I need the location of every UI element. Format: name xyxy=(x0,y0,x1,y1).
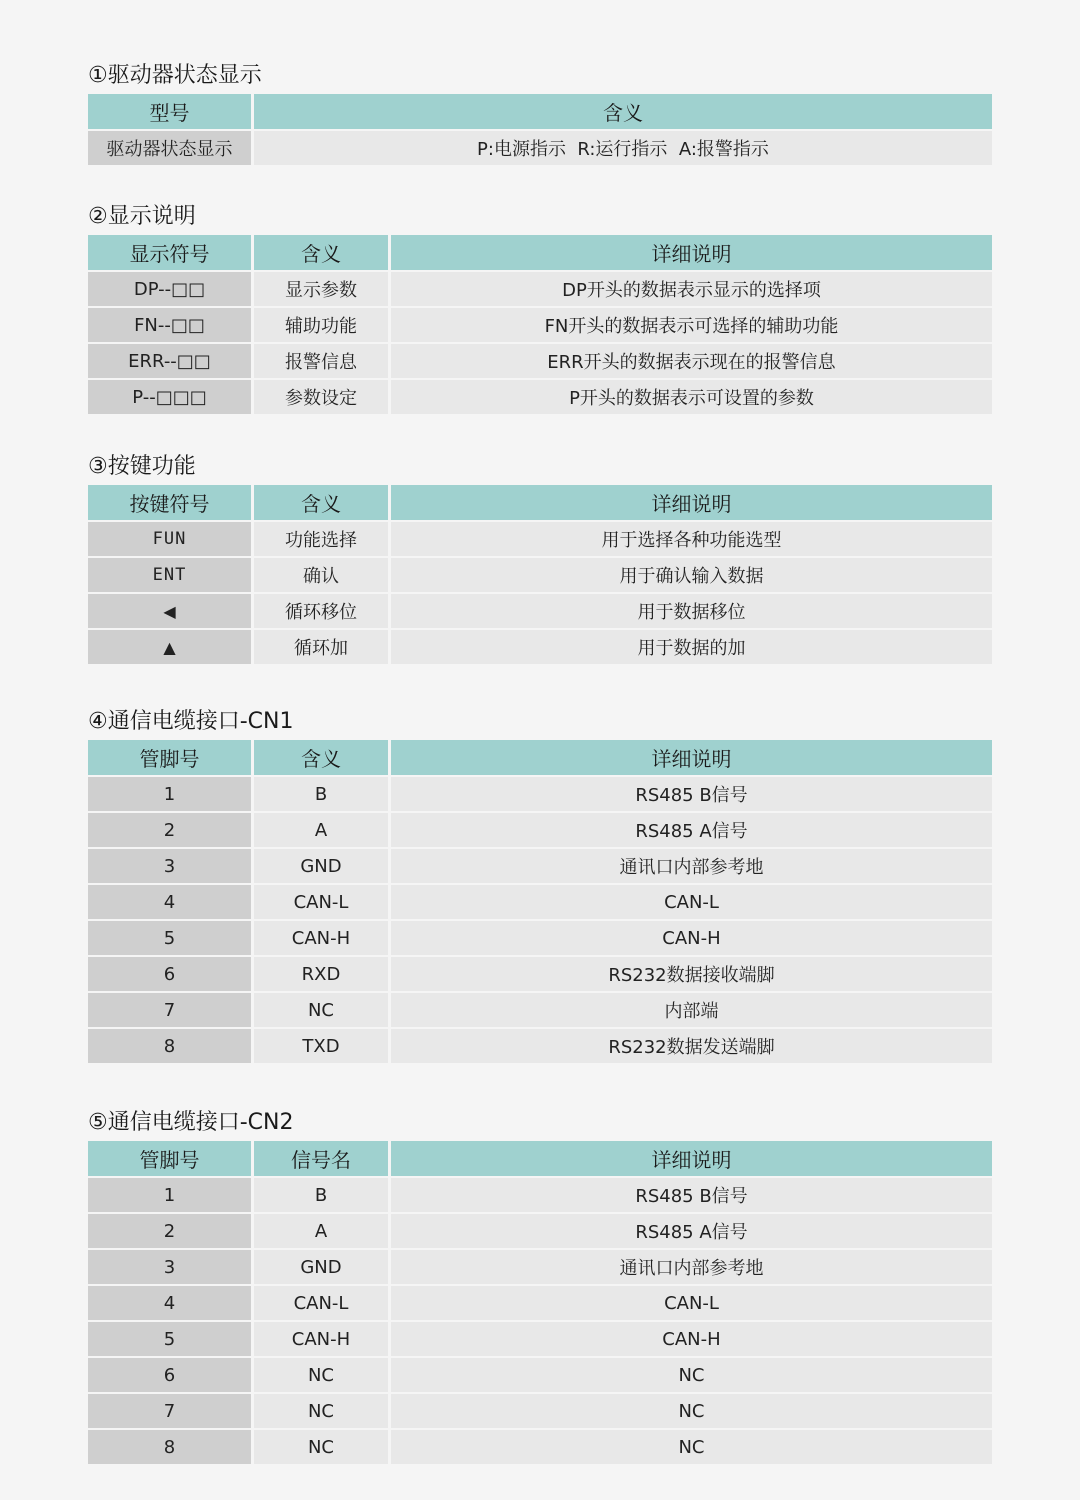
cell-pin: 5 xyxy=(88,921,254,955)
table-row xyxy=(88,308,992,342)
cell-signal: CAN-L xyxy=(254,885,391,919)
cell-signal: NC xyxy=(254,1394,391,1428)
cell-signal: GND xyxy=(254,1250,391,1284)
cell-meaning: P:电源指示 R:运行指示 A:报警指示 xyxy=(254,131,992,165)
cell-symbol: P--□□□ xyxy=(88,380,254,414)
table-row xyxy=(88,849,992,883)
cell-signal: A xyxy=(254,1214,391,1248)
cell-pin: 8 xyxy=(88,1029,254,1063)
table-row xyxy=(88,344,992,378)
cell-detail: RS485 A信号 xyxy=(391,1214,992,1248)
table-row xyxy=(88,522,992,556)
cell-pin: 4 xyxy=(88,885,254,919)
table-row xyxy=(88,380,992,414)
section-title: ①驱动器状态显示 xyxy=(88,63,262,88)
cell-symbol: ERR--□□ xyxy=(88,344,254,378)
section-title: ⑤通信电缆接口-CN2 xyxy=(88,1110,294,1135)
cell-model: 驱动器状态显示 xyxy=(88,131,254,165)
cell-detail: RS232数据发送端脚 xyxy=(391,1029,992,1063)
table-header-row xyxy=(88,1141,992,1176)
cell-signal: B xyxy=(254,777,391,811)
table-row xyxy=(88,1358,992,1392)
table-row xyxy=(88,1322,992,1356)
section-title: ③按键功能 xyxy=(88,454,196,479)
key-function-table xyxy=(88,483,992,666)
display-table xyxy=(88,233,992,416)
cell-meaning: 显示参数 xyxy=(254,272,391,306)
cell-detail: 通讯口内部参考地 xyxy=(391,849,992,883)
cell-pin: 8 xyxy=(88,1430,254,1464)
cell-pin: 5 xyxy=(88,1322,254,1356)
table-row xyxy=(88,921,992,955)
cell-pin: 4 xyxy=(88,1286,254,1320)
column-header: 信号名 xyxy=(254,1141,391,1176)
cell-signal: CAN-H xyxy=(254,1322,391,1356)
table-row xyxy=(88,885,992,919)
cell-detail: 内部端 xyxy=(391,993,992,1027)
cell-pin: 1 xyxy=(88,1178,254,1212)
column-header: 按键符号 xyxy=(88,485,254,520)
drive-status-table xyxy=(88,92,992,167)
section-drive-status xyxy=(88,58,992,167)
cell-meaning: 报警信息 xyxy=(254,344,391,378)
section-title: ②显示说明 xyxy=(88,204,196,229)
cell-detail: 用于选择各种功能选型 xyxy=(391,522,992,556)
cell-pin: 2 xyxy=(88,813,254,847)
section-cn1-interface xyxy=(88,704,992,1065)
cell-detail: RS485 B信号 xyxy=(391,777,992,811)
cell-pin: 7 xyxy=(88,993,254,1027)
table-row xyxy=(88,594,992,628)
cell-meaning: 功能选择 xyxy=(254,522,391,556)
table-row xyxy=(88,1286,992,1320)
cell-symbol: FN--□□ xyxy=(88,308,254,342)
cell-signal: NC xyxy=(254,1430,391,1464)
cell-signal: NC xyxy=(254,993,391,1027)
table-header-row xyxy=(88,235,992,270)
table-row xyxy=(88,558,992,592)
cell-meaning: 循环移位 xyxy=(254,594,391,628)
cell-signal: TXD xyxy=(254,1029,391,1063)
fun-key-icon: FUN xyxy=(88,522,254,556)
column-header: 型号 xyxy=(88,94,254,129)
table-row xyxy=(88,1394,992,1428)
column-header: 详细说明 xyxy=(391,1141,992,1176)
cell-detail: 通讯口内部参考地 xyxy=(391,1250,992,1284)
cell-detail: CAN-H xyxy=(391,921,992,955)
cell-pin: 2 xyxy=(88,1214,254,1248)
column-header: 含义 xyxy=(254,235,391,270)
column-header: 详细说明 xyxy=(391,740,992,775)
cell-pin: 7 xyxy=(88,1394,254,1428)
table-row xyxy=(88,131,992,165)
cell-detail: CAN-L xyxy=(391,885,992,919)
cell-detail: RS232数据接收端脚 xyxy=(391,957,992,991)
cell-detail: ERR开头的数据表示现在的报警信息 xyxy=(391,344,992,378)
cell-pin: 3 xyxy=(88,1250,254,1284)
left-arrow-icon: ◀ xyxy=(88,594,254,628)
table-row xyxy=(88,1430,992,1464)
table-row xyxy=(88,993,992,1027)
cell-meaning: 参数设定 xyxy=(254,380,391,414)
cell-detail: P开头的数据表示可设置的参数 xyxy=(391,380,992,414)
cell-signal: CAN-L xyxy=(254,1286,391,1320)
column-header: 显示符号 xyxy=(88,235,254,270)
table-header-row xyxy=(88,485,992,520)
cell-detail: 用于数据移位 xyxy=(391,594,992,628)
cn2-pin-table xyxy=(88,1139,992,1466)
cell-detail: DP开头的数据表示显示的选择项 xyxy=(391,272,992,306)
cell-pin: 6 xyxy=(88,1358,254,1392)
cell-signal: A xyxy=(254,813,391,847)
column-header: 管脚号 xyxy=(88,1141,254,1176)
table-row xyxy=(88,1250,992,1284)
table-row xyxy=(88,1214,992,1248)
cell-meaning: 辅助功能 xyxy=(254,308,391,342)
cn1-pin-table xyxy=(88,738,992,1065)
cell-detail: NC xyxy=(391,1358,992,1392)
cell-detail: 用于数据的加 xyxy=(391,630,992,664)
section-title: ④通信电缆接口-CN1 xyxy=(88,709,294,734)
cell-detail: CAN-H xyxy=(391,1322,992,1356)
section-key-functions xyxy=(88,449,992,666)
cell-detail: CAN-L xyxy=(391,1286,992,1320)
cell-pin: 1 xyxy=(88,777,254,811)
column-header: 含义 xyxy=(254,94,992,129)
cell-pin: 6 xyxy=(88,957,254,991)
table-row xyxy=(88,272,992,306)
cell-signal: RXD xyxy=(254,957,391,991)
cell-detail: FN开头的数据表示可选择的辅助功能 xyxy=(391,308,992,342)
cell-pin: 3 xyxy=(88,849,254,883)
cell-meaning: 确认 xyxy=(254,558,391,592)
column-header: 含义 xyxy=(254,740,391,775)
column-header: 含义 xyxy=(254,485,391,520)
table-row xyxy=(88,957,992,991)
table-header-row xyxy=(88,740,992,775)
cell-signal: CAN-H xyxy=(254,921,391,955)
section-cn2-interface xyxy=(88,1105,992,1466)
cell-detail: NC xyxy=(391,1394,992,1428)
section-display-description xyxy=(88,199,992,416)
cell-detail: RS485 B信号 xyxy=(391,1178,992,1212)
cell-detail: RS485 A信号 xyxy=(391,813,992,847)
column-header: 详细说明 xyxy=(391,485,992,520)
table-row xyxy=(88,777,992,811)
ent-key-icon: ENT xyxy=(88,558,254,592)
column-header: 详细说明 xyxy=(391,235,992,270)
up-arrow-icon: ▲ xyxy=(88,630,254,664)
cell-symbol: DP--□□ xyxy=(88,272,254,306)
table-row xyxy=(88,813,992,847)
cell-detail: NC xyxy=(391,1430,992,1464)
cell-signal: GND xyxy=(254,849,391,883)
column-header: 管脚号 xyxy=(88,740,254,775)
table-row xyxy=(88,630,992,664)
table-row xyxy=(88,1029,992,1063)
table-row xyxy=(88,1178,992,1212)
cell-meaning: 循环加 xyxy=(254,630,391,664)
table-header-row xyxy=(88,94,992,129)
cell-detail: 用于确认输入数据 xyxy=(391,558,992,592)
cell-signal: B xyxy=(254,1178,391,1212)
cell-signal: NC xyxy=(254,1358,391,1392)
